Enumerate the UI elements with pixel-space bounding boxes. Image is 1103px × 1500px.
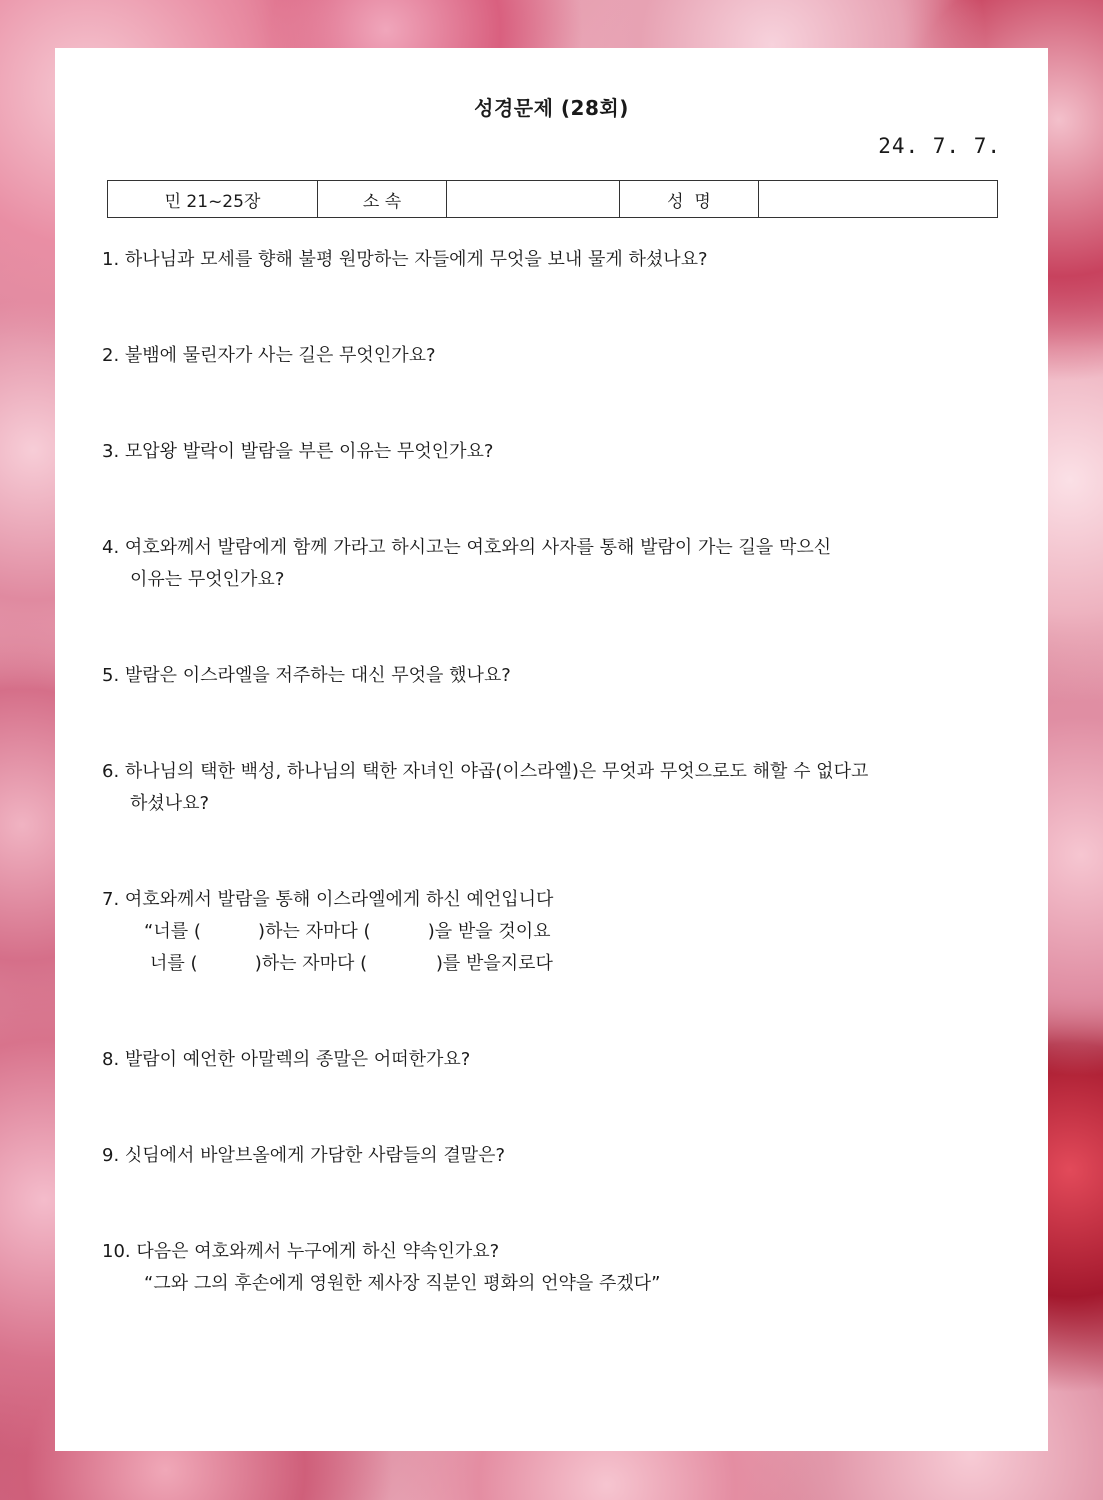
question-3 (102, 436, 1002, 468)
question-text: 3. 모압왕 발락이 발람을 부른 이유는 무엇인가요? (102, 441, 494, 462)
question-7 (102, 884, 1002, 980)
question-text: 10. 다음은 여호와께서 누구에게 하신 약속인가요? (102, 1241, 500, 1262)
question-5 (102, 660, 1002, 692)
question-1 (102, 244, 1002, 276)
date: 24. 7. 7. (878, 134, 1001, 158)
fill-in-line-1: “너를 ( )하는 자마다 ( )을 받을 것이요 (144, 921, 551, 942)
question-text: 6. 하나님의 택한 백성, 하나님의 택한 자녀인 야곱(이스라엘)은 무엇과 무엇으로도 해할 수 없다고 (102, 761, 869, 782)
page-title: 성경문제 (28회) (474, 96, 629, 120)
question-9 (102, 1140, 1002, 1172)
info-table (107, 180, 998, 218)
name-field[interactable] (759, 181, 998, 218)
name-label: 성 명 (620, 181, 759, 218)
question-text: 5. 발람은 이스라엘을 저주하는 대신 무엇을 했나요? (102, 665, 511, 686)
question-8 (102, 1044, 1002, 1076)
question-text: 9. 싯딤에서 바알브올에게 가담한 사람들의 결말은? (102, 1145, 506, 1166)
worksheet-paper (55, 48, 1048, 1451)
fill-in-line-2: 너를 ( )하는 자마다 ( )를 받을지로다 (150, 953, 553, 974)
quoted-verse: “그와 그의 후손에게 영원한 제사장 직분인 평화의 언약을 주겠다” (144, 1273, 661, 1294)
question-2 (102, 340, 1002, 372)
affiliation-field[interactable] (447, 181, 620, 218)
question-6 (102, 756, 1002, 820)
question-10 (102, 1236, 1002, 1300)
chapter-range: 민 21~25장 (108, 181, 318, 218)
question-text: 2. 불뱀에 물린자가 사는 길은 무엇인가요? (102, 345, 436, 366)
question-4 (102, 532, 1002, 596)
question-text-continued: 이유는 무엇인가요? (130, 569, 285, 590)
question-text: 8. 발람이 예언한 아말렉의 종말은 어떠한가요? (102, 1049, 471, 1070)
question-text: 4. 여호와께서 발람에게 함께 가라고 하시고는 여호와의 사자를 통해 발람이 가는 길을 막으신 (102, 537, 832, 558)
question-text: 7. 여호와께서 발람을 통해 이스라엘에게 하신 예언입니다 (102, 889, 554, 910)
affiliation-label: 소 속 (318, 181, 447, 218)
question-text-continued: 하셨나요? (130, 793, 210, 814)
question-text: 1. 하나님과 모세를 향해 불평 원망하는 자들에게 무엇을 보내 물게 하셨나요? (102, 249, 708, 270)
